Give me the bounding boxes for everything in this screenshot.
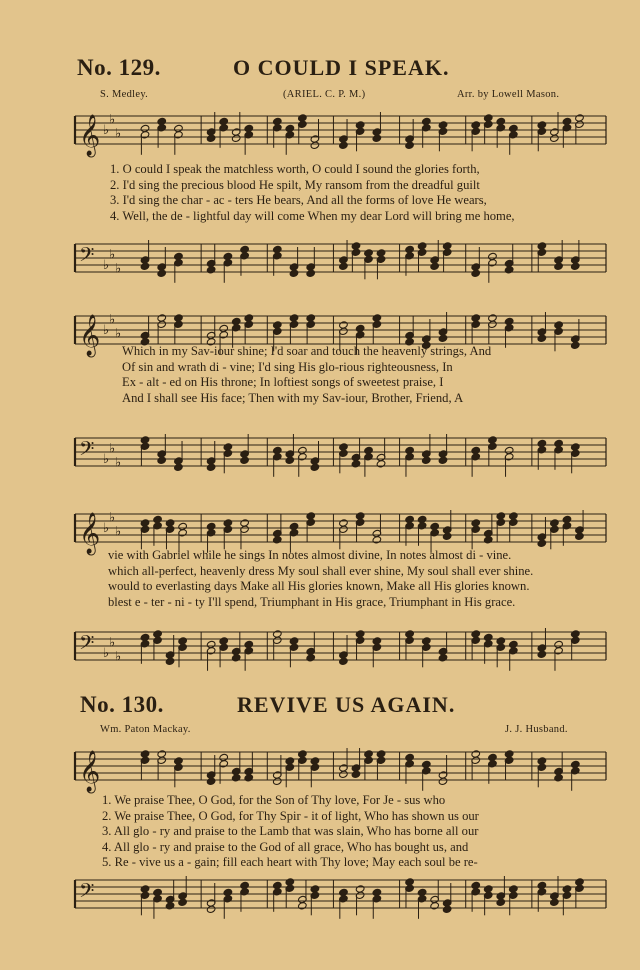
verse-line: Which in my Sav-iour shine; I'd soar and touch the heavenly strings, And bbox=[122, 344, 492, 358]
note-head bbox=[206, 463, 216, 471]
note-head bbox=[483, 536, 493, 544]
treble-clef-icon: 𝄞 bbox=[79, 513, 101, 554]
hymn-129-author: S. Medley. bbox=[100, 89, 149, 100]
note-head bbox=[310, 463, 320, 471]
hymn-130-number: No. 130. bbox=[80, 692, 164, 717]
note-head bbox=[165, 657, 175, 665]
bass-clef-icon: 𝄢 bbox=[79, 437, 95, 465]
flat-sign-icon: ♭ bbox=[109, 635, 116, 651]
flat-sign-icon: ♭ bbox=[115, 455, 122, 471]
note-head bbox=[554, 262, 564, 270]
verse-line: would to everlasting days Make all His glories known, Make all His glories known. bbox=[108, 579, 530, 594]
verse-line: 2. I'd sing the precious blood He spilt, My ransom from the dreadful guilt bbox=[110, 177, 480, 192]
note-head bbox=[178, 898, 188, 906]
note-head bbox=[372, 134, 382, 142]
note-head bbox=[376, 460, 386, 468]
bass-staff bbox=[0, 872, 640, 924]
treble-clef-icon: 𝄞 bbox=[79, 115, 101, 156]
verse-line: blest e - ter - ni - ty I'll spend, Triumphant in His grace, Triumphant in His grace. bbox=[108, 594, 516, 609]
note-head bbox=[240, 456, 250, 464]
note-head bbox=[351, 460, 361, 468]
note-head bbox=[244, 774, 254, 782]
flat-sign-icon: ♭ bbox=[109, 247, 116, 263]
note-head bbox=[206, 266, 216, 274]
flat-sign-icon: ♭ bbox=[103, 123, 110, 138]
note-head bbox=[442, 532, 452, 540]
verse-line: Ex - alt - ed on His throne; In loftiest songs of sweetest praise, I bbox=[122, 375, 444, 390]
verse-block bbox=[102, 793, 479, 871]
hymn-129-arranger: Arr. by Lowell Mason. bbox=[457, 89, 560, 100]
note-head bbox=[438, 654, 448, 662]
verse-line: which all-perfect, heavenly dress My soul shall ever shine, My soul shall ever shine. bbox=[108, 563, 534, 578]
verse-line: 4. All glo - ry and praise to the God of all grace, Who has bought us, and bbox=[102, 839, 469, 854]
staff-drawing bbox=[0, 430, 640, 482]
hymn-130-title: REVIVE US AGAIN. bbox=[237, 692, 456, 717]
verse-line: 3. I'd sing the char - ac - ters He bears, And all the forms of love He wears, bbox=[110, 193, 487, 208]
note-head bbox=[438, 777, 448, 785]
note-head bbox=[504, 266, 514, 274]
note-head bbox=[471, 269, 481, 277]
note-head bbox=[231, 774, 241, 782]
note-head bbox=[438, 334, 448, 342]
note-head bbox=[537, 539, 547, 547]
treble-clef-icon: 𝄞 bbox=[79, 315, 101, 356]
verse-line: 1. O could I speak the matchless worth, O could I sound the glories forth, bbox=[110, 162, 480, 176]
note-head bbox=[442, 905, 452, 913]
note-head bbox=[351, 770, 361, 778]
hymn-129-title: O COULD I SPEAK. bbox=[233, 55, 450, 80]
note-head bbox=[571, 262, 581, 270]
note-head bbox=[339, 657, 349, 665]
flat-sign-icon: ♭ bbox=[103, 646, 110, 661]
hymn-129-number: No. 129. bbox=[77, 55, 161, 80]
verse-line: vie with Gabriel while he sings In notes almost divine, In notes almost di - vine. bbox=[108, 548, 512, 562]
flat-sign-icon: ♭ bbox=[109, 312, 116, 328]
flat-sign-icon: ♭ bbox=[115, 126, 122, 142]
note-head bbox=[575, 532, 585, 540]
note-head bbox=[289, 269, 299, 277]
verse-block bbox=[108, 548, 533, 610]
note-head bbox=[273, 777, 283, 785]
bass-staff bbox=[0, 236, 640, 288]
note-head bbox=[140, 262, 150, 270]
verse-line: 1. We praise Thee, O God, for the Son of Thy love, For Je - sus who bbox=[102, 793, 446, 807]
note-head bbox=[550, 134, 560, 142]
staff-drawing bbox=[0, 624, 640, 676]
hymn-129-tune: (ARIEL. C. P. M.) bbox=[283, 89, 366, 100]
note-head bbox=[405, 141, 415, 149]
hymn-130-author: Wm. Paton Mackay. bbox=[100, 724, 191, 735]
verse-line: Of sin and wrath di - vine; I'd sing His glo-rious righteousness, In bbox=[122, 359, 453, 374]
note-head bbox=[157, 456, 167, 464]
flat-sign-icon: ♭ bbox=[115, 524, 122, 540]
treble-staff bbox=[0, 108, 640, 160]
bass-clef-icon: 𝄢 bbox=[79, 879, 95, 907]
staff-drawing bbox=[0, 108, 640, 160]
bass-clef-icon: 𝄢 bbox=[79, 243, 95, 271]
note-head bbox=[306, 269, 316, 277]
verse-line: And I shall see His face; Then with my Sav-iour, Brother, Friend, A bbox=[122, 390, 464, 405]
note-head bbox=[174, 463, 184, 471]
note-head bbox=[273, 536, 283, 544]
flat-sign-icon: ♭ bbox=[115, 261, 122, 277]
flat-sign-icon: ♭ bbox=[103, 521, 110, 536]
verse-block bbox=[110, 162, 515, 224]
note-head bbox=[206, 134, 216, 142]
flat-sign-icon: ♭ bbox=[109, 510, 116, 526]
note-head bbox=[550, 898, 560, 906]
note-head bbox=[430, 262, 440, 270]
note-head bbox=[571, 341, 581, 349]
bass-clef-icon: 𝄢 bbox=[79, 631, 95, 659]
note-head bbox=[285, 456, 295, 464]
note-head bbox=[422, 456, 432, 464]
bass-staff bbox=[0, 624, 640, 676]
verse-line: 5. Re - vive us a - gain; fill each heart with Thy love; May each soul be re- bbox=[102, 855, 478, 870]
flat-sign-icon: ♭ bbox=[115, 649, 122, 665]
flat-sign-icon: ♭ bbox=[109, 112, 116, 128]
note-head bbox=[231, 654, 241, 662]
note-head bbox=[165, 902, 175, 910]
verse-line: 3. All glo - ry and praise to the Lamb that was slain, Who has borne all our bbox=[102, 824, 479, 839]
staff-drawing bbox=[0, 236, 640, 288]
note-head bbox=[206, 777, 216, 785]
note-head bbox=[438, 456, 448, 464]
staff-drawing bbox=[0, 872, 640, 924]
flat-sign-icon: ♭ bbox=[109, 441, 116, 457]
note-head bbox=[372, 536, 382, 544]
flat-sign-icon: ♭ bbox=[115, 326, 122, 342]
hymn-130-composer: J. J. Husband. bbox=[505, 724, 568, 735]
staff-drawing bbox=[0, 744, 640, 796]
note-head bbox=[339, 262, 349, 270]
verse-line: 4. Well, the de - lightful day will come When my dear Lord will bring me home, bbox=[110, 208, 515, 223]
note-head bbox=[537, 334, 547, 342]
note-head bbox=[537, 650, 547, 658]
verse-block bbox=[122, 344, 491, 406]
flat-sign-icon: ♭ bbox=[103, 258, 110, 273]
verse-line: 2. We praise Thee, O God, for Thy Spir - it of light, Who has shown us our bbox=[102, 808, 479, 823]
note-head bbox=[206, 905, 216, 913]
note-head bbox=[298, 902, 308, 910]
note-head bbox=[231, 134, 241, 142]
note-head bbox=[339, 770, 349, 778]
treble-staff bbox=[0, 744, 640, 796]
note-head bbox=[554, 774, 564, 782]
note-head bbox=[496, 898, 506, 906]
flat-sign-icon: ♭ bbox=[103, 452, 110, 467]
note-head bbox=[157, 269, 167, 277]
note-head bbox=[339, 141, 349, 149]
note-head bbox=[310, 141, 320, 149]
treble-clef-icon: 𝄞 bbox=[79, 751, 101, 792]
flat-sign-icon: ♭ bbox=[103, 323, 110, 338]
bass-staff bbox=[0, 430, 640, 482]
note-head bbox=[306, 654, 316, 662]
note-head bbox=[430, 902, 440, 910]
